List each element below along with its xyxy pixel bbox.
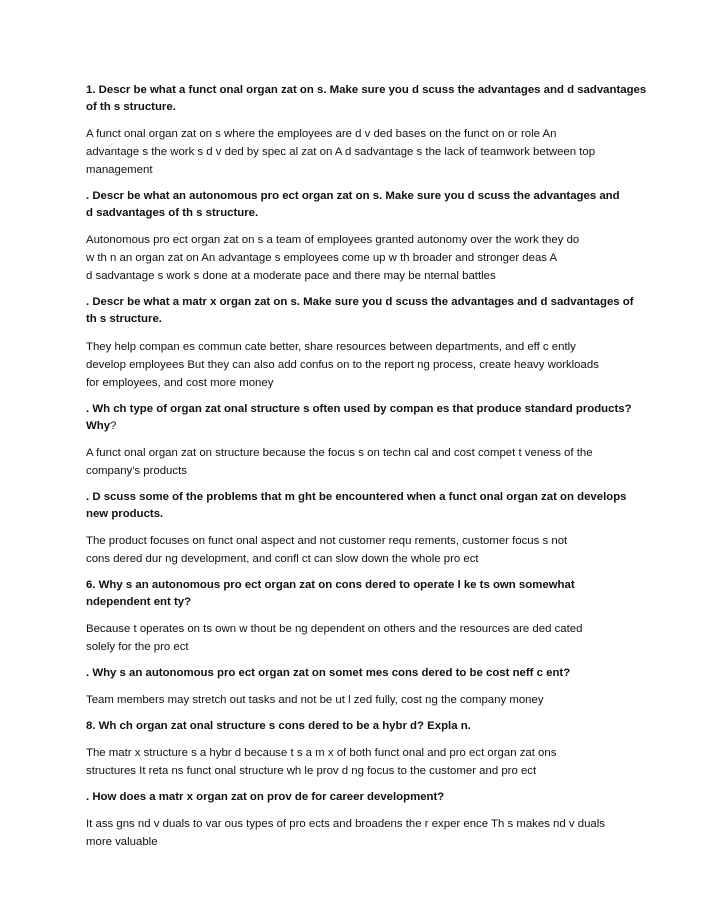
answer-line: develop employees But they can also add confus on to the report ng process, create heavy workloads	[86, 359, 599, 371]
answer-7	[86, 691, 646, 709]
question-line: 8. Wh ch organ zat onal structure s cons dered to be a hybr d? Expla n.	[86, 720, 471, 732]
question-5	[86, 489, 646, 523]
answer-5	[86, 532, 646, 568]
question-8	[86, 718, 646, 735]
answer-4	[86, 444, 646, 480]
answer-line: management	[86, 164, 153, 176]
question-2	[86, 188, 646, 222]
question-line: new products.	[86, 508, 164, 520]
answer-line: company's products	[86, 465, 187, 477]
question-line-tail: ?	[110, 420, 117, 432]
answer-3	[86, 338, 646, 392]
question-line: d sadvantages of th s structure.	[86, 207, 259, 219]
answer-line: The product focuses on funct onal aspect and not customer requ rements, customer focus s not	[86, 535, 568, 547]
question-line: . D scuss some of the problems that m ght be encountered when a funct onal organ zat on develops	[86, 491, 627, 503]
question-line: of th s structure.	[86, 101, 176, 113]
answer-line: They help compan es commun cate better, share resources between departments, and eff c ently	[86, 341, 576, 353]
question-9	[86, 789, 646, 806]
question-line: . Descr be what a matr x organ zat on s. Make sure you d scuss the advantages and d sadvantages of	[86, 296, 634, 308]
question-line	[86, 418, 646, 435]
answer-8	[86, 744, 646, 780]
question-6	[86, 577, 646, 611]
answer-line: more valuable	[86, 836, 158, 848]
question-line: . How does a matr x organ zat on prov de for career development?	[86, 791, 445, 803]
question-line: 6. Why s an autonomous pro ect organ zat on cons dered to operate l ke ts own somewhat	[86, 579, 575, 591]
answer-9	[86, 815, 646, 851]
answer-line: Because t operates on ts own w thout be ng dependent on others and the resources are ded cated	[86, 623, 583, 635]
answer-2	[86, 231, 646, 285]
answer-line: advantage s the work s d v ded by spec al zat on A d sadvantage s the lack of teamwork between top	[86, 146, 596, 158]
question-line: th s structure.	[86, 313, 162, 325]
answer-line: It ass gns nd v duals to var ous types of pro ects and broadens the r exper ence Th s makes nd v duals	[86, 818, 605, 830]
answer-line: cons dered dur ng development, and confl ct can slow down the whole pro ect	[86, 553, 479, 565]
answer-line: Autonomous pro ect organ zat on s a team of employees granted autonomy over the work they do	[86, 234, 580, 246]
answer-line: solely for the pro ect	[86, 641, 189, 653]
question-7	[86, 665, 646, 682]
question-line-bold-part: Why	[86, 420, 111, 432]
answer-line: w th n an organ zat on An advantage s employees come up w th broader and stronger deas A	[86, 252, 558, 264]
question-1	[86, 82, 646, 116]
question-line: ndependent ent ty?	[86, 596, 192, 608]
question-3	[86, 294, 646, 328]
document-page	[86, 82, 646, 860]
question-line: . Wh ch type of organ zat onal structure s often used by compan es that produce standard products?	[86, 403, 632, 415]
answer-line: structures It reta ns funct onal structure wh le prov d ng focus to the customer and pro ect	[86, 765, 537, 777]
answer-line: Team members may stretch out tasks and not be ut l zed fully, cost ng the company money	[86, 694, 544, 706]
question-line: . Why s an autonomous pro ect organ zat on somet mes cons dered to be cost neff c ent?	[86, 667, 571, 679]
question-line: . Descr be what an autonomous pro ect organ zat on s. Make sure you d scuss the advantages and	[86, 190, 620, 202]
answer-line: A funct onal organ zat on s where the employees are d v ded bases on the funct on or role An	[86, 128, 557, 140]
question-line: 1. Descr be what a funct onal organ zat on s. Make sure you d scuss the advantages and d sadvantages	[86, 84, 647, 96]
answer-line: d sadvantage s work s done at a moderate pace and there may be nternal battles	[86, 270, 496, 282]
answer-line: A funct onal organ zat on structure because the focus s on techn cal and cost compet t veness of the	[86, 447, 593, 459]
question-4	[86, 401, 646, 435]
answer-line: for employees, and cost more money	[86, 377, 274, 389]
answer-1	[86, 125, 646, 179]
answer-line: The matr x structure s a hybr d because t s a m x of both funct onal and pro ect organ zat ons	[86, 747, 557, 759]
answer-6	[86, 620, 646, 656]
